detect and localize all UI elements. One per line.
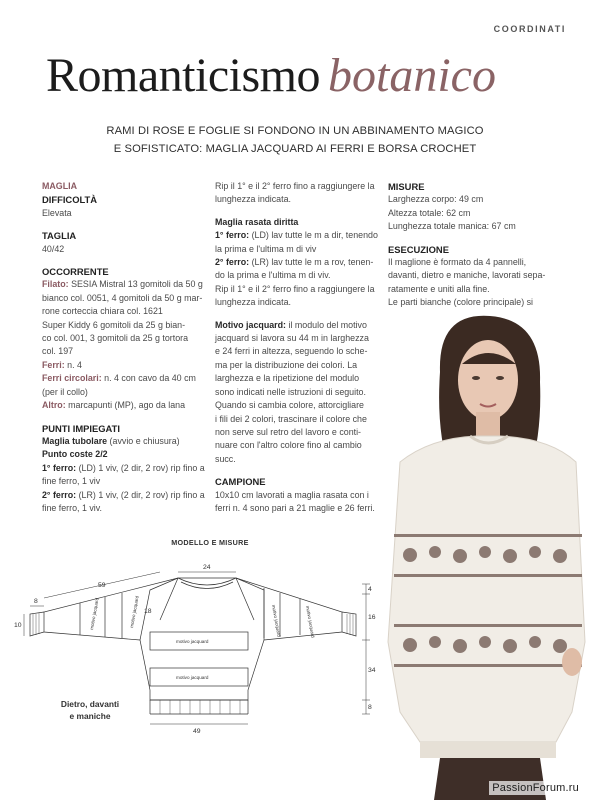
- text-line: Rip il 1° e il 2° ferro fino a raggiungere la: [215, 181, 375, 191]
- ferri-line: Ferri: n. 4: [42, 359, 82, 370]
- coste-heading: Punto coste 2/2: [42, 449, 108, 460]
- text-line: ma per la distribuzione dei colori. La: [215, 359, 358, 370]
- measure-yoke: 16: [368, 614, 376, 621]
- text-line: jacquard si lavora su 44 m in larghezza: [215, 333, 369, 344]
- column-materials: [42, 180, 207, 515]
- title-accent: botanico: [327, 49, 496, 102]
- text-line: sono indicati nelle istruzioni di seguito.: [215, 386, 366, 397]
- text-line: Lunghezza totale manica: 67 cm: [388, 221, 516, 232]
- text-line: 10x10 cm lavorati a maglia rasata con i: [215, 489, 369, 500]
- heading-esecuzione: ESECUZIONE: [388, 243, 449, 255]
- jacquard-line: Motivo jacquard: il modulo del motivo: [215, 319, 367, 330]
- text-line: la prima e l'ultima m di viv: [215, 243, 317, 254]
- heading-punti: PUNTI IMPIEGATI: [42, 422, 120, 434]
- text-line: Quando si cambia colore, attorcigliare: [215, 400, 364, 411]
- heading-occorrente: OCCORRENTE: [42, 266, 109, 278]
- heading-rasata: Maglia rasata diritta: [215, 216, 299, 227]
- measure-cuff-height: 10: [14, 622, 22, 629]
- text-line: e 24 ferri in altezza, seguendo lo sche-: [215, 346, 368, 357]
- subtitle-line: RAMI DI ROSE E FOGLIE SI FONDONO IN UN ABBINAMENTO MAGICO: [106, 125, 484, 137]
- row-instruction: fine ferro, 1 viv.: [42, 502, 103, 513]
- altro-label: Altro:: [42, 400, 66, 411]
- text-line: Altezza totale: 62 cm: [388, 207, 471, 218]
- measure-sleeve-length: 59: [98, 582, 106, 589]
- filato-line: Filato: SESIA Mistral 13 gomitoli da 50 g: [42, 279, 203, 290]
- filato-line: Super Kiddy 6 gomitoli da 25 g bian-: [42, 319, 186, 330]
- text-line: ferri n. 4 sono pari a 21 maglie e 26 ferri.: [215, 502, 375, 513]
- filato-label: Filato:: [42, 279, 69, 290]
- heading-taglia: TAGLIA: [42, 230, 77, 242]
- text-line: Il maglione è formato da 4 pannelli,: [388, 257, 527, 268]
- measure-body: 34: [368, 667, 376, 674]
- measure-right-top: 4: [368, 586, 372, 593]
- page-title: [46, 48, 496, 103]
- text-line: lunghezza indicata.: [215, 194, 291, 205]
- text-line: larghezza e la ripetizione del modulo: [215, 373, 360, 384]
- row-instruction: 2° ferro: (LR) lav tutte le m a rov, tenen-: [215, 257, 374, 268]
- text-line: succ.: [215, 453, 236, 464]
- motif-label: motivo jacquard: [305, 605, 316, 639]
- text-line: do la prima e l'ultima m di viv.: [215, 270, 331, 281]
- filato-line: rone corteccia chiara col. 1621: [42, 306, 163, 317]
- row-instruction: 2° ferro: (LR) 1 viv, (2 dir, 2 rov) rip fino a: [42, 489, 205, 500]
- title-main: Romanticismo: [46, 49, 320, 102]
- sleeve-left: [30, 612, 44, 636]
- text-line: lunghezza indicata.: [215, 297, 291, 308]
- column-stitches: [215, 180, 380, 515]
- text-line: Le parti bianche (colore principale) si: [388, 297, 534, 308]
- row-instruction: 1° ferro: (LD) 1 viv, (2 dir, 2 rov) rip fino a: [42, 462, 205, 473]
- motif-label: motivo jacquard: [176, 639, 209, 644]
- column-measures: [388, 180, 558, 310]
- text-line: Rip il 1° e il 2° ferro fino a raggiungere la: [215, 283, 375, 294]
- filato-line: bianco col. 0051, 4 gomitoli da 50 g mar-: [42, 292, 203, 303]
- motif-label: motivo jacquard: [176, 675, 209, 680]
- text-line: Larghezza corpo: 49 cm: [388, 194, 484, 205]
- row-instruction: fine ferro, 1 viv: [42, 476, 101, 487]
- measure-rib: 8: [368, 704, 372, 711]
- sleeve-right: [236, 578, 342, 640]
- filato-line: co col. 001, 3 gomitoli da 25 g tortora: [42, 333, 189, 344]
- taglia-value: 40/42: [42, 243, 65, 254]
- sweater-schematic: [0, 535, 380, 800]
- measure-sleeve-top: 18: [144, 608, 152, 615]
- text-line: non serve sul retro del lavoro e conti-: [215, 426, 362, 437]
- measure-cuff-left: 8: [34, 598, 38, 605]
- row-instruction: 1° ferro: (LD) lav tutte le m a dir, tenendo: [215, 230, 378, 241]
- tubolare-line: Maglia tubolare (avvio e chiusura): [42, 435, 180, 446]
- subtitle-line: E SOFISTICATO: MAGLIA JACQUARD AI FERRI E BORSA CROCHET: [113, 143, 477, 155]
- subtitle: [0, 122, 590, 158]
- ferri-label: Ferri:: [42, 359, 65, 370]
- sleeve-right: [342, 612, 356, 636]
- watermark: PassionForum.ru: [489, 781, 582, 795]
- text-line: nuare con l'altro colore fino al cambio: [215, 440, 362, 451]
- circolari-line: Ferri circolari: n. 4 con cavo da 40 cm: [42, 373, 196, 384]
- motif-label: motivo jacquard: [89, 597, 100, 631]
- diagram-caption: Dietro, davanti e maniche: [60, 699, 120, 721]
- section-tag: COORDINATI: [493, 24, 566, 34]
- heading-campione: CAMPIONE: [215, 476, 266, 488]
- text-line: davanti, dietro e maniche, lavorati sepa-: [388, 270, 546, 281]
- circolari-line: (per il collo): [42, 386, 88, 397]
- heading-misure: MISURE: [388, 181, 425, 192]
- altro-line: Altro: marcapunti (MP), ago da lana: [42, 400, 186, 411]
- diagram-title: MODELLO E MISURE: [171, 538, 249, 547]
- text-line: ratamente e uniti alla fine.: [388, 283, 490, 294]
- motif-label: motivo jacquard: [129, 595, 140, 629]
- heading-difficolta: DIFFICOLTÀ: [42, 194, 98, 206]
- circolari-label: Ferri circolari:: [42, 373, 102, 384]
- measure-neck: 24: [203, 564, 211, 571]
- motif-label: motivo jacquard: [271, 604, 282, 638]
- text-line: i fili dei 2 colori, trascinare il colore che: [215, 413, 367, 424]
- model-photo: [380, 312, 590, 800]
- measure-width: 49: [193, 728, 201, 735]
- difficolta-value: Elevata: [42, 207, 72, 218]
- section-label-maglia: MAGLIA: [42, 181, 78, 191]
- collar: [178, 578, 236, 585]
- sleeve-left: [44, 578, 178, 640]
- filato-line: col. 197: [42, 346, 74, 357]
